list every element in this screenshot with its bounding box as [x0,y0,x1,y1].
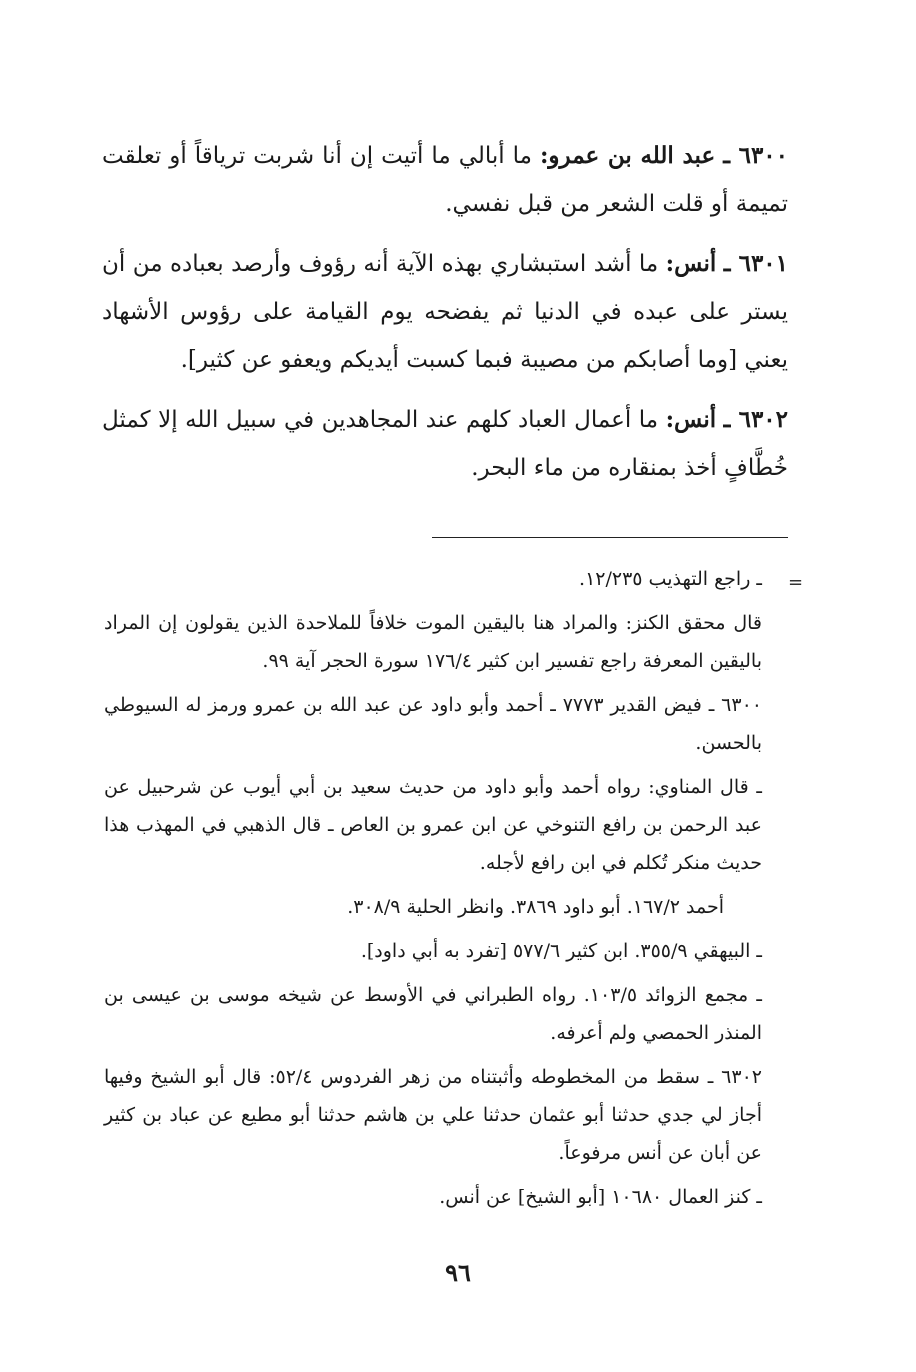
entry-narrator: عبد الله بن عمرو: [539,142,716,169]
entry-6300 [102,132,788,228]
footnote-line: ـ كنز العمال ١٠٦٨٠ [أبو الشيخ] عن أنس. [439,1186,762,1208]
entry-number: ٦٣٠٠ ـ [723,142,789,169]
entry-6302 [102,396,788,492]
footnote-line: ٦٣٠٠ ـ فيض القدير ٧٧٧٣ ـ أحمد وأبو داود عن عبد الله بن عمرو ورمز له السيوطي بالحسن. [104,694,762,754]
entry-number: ٦٣٠١ ـ [723,250,789,277]
footnote-divider [432,537,788,538]
footnote-continuation-marker: = [788,572,804,593]
entry-text: ما أعمال العباد كلهم عند المجاهدين في سبيل الله إلا كمثل خُطَّافٍ أخذ بمنقاره من ماء البحر. [102,407,788,481]
footnote-line: ٦٣٠٢ ـ سقط من المخطوطه وأثبتناه من زهر الفردوس ٥٢/٤: قال أبو الشيخ وفيها أجاز لي جدي حدثنا أبو عثمان حدثنا علي بن هاشم حدثنا أبو مطيع عن عباد بن كثير عن أبان عن أنس مرفوعاً. [104,1066,762,1164]
footnote-line: قال محقق الكنز: والمراد هنا باليقين الموت خلافاً للملاحدة الذين يقولون إن المراد باليقين المعرفة راجع تفسير ابن كثير ١٧٦/٤ سورة الحجر آية ٩٩. [104,612,762,672]
page-number: ٩٦ [445,1258,471,1287]
footnote-line: ـ البيهقي ٣٥٥/٩. ابن كثير ٥٧٧/٦ [تفرد به أبي داود]. [360,940,762,962]
entry-number: ٦٣٠٢ ـ [723,406,789,433]
entry-text: ما أبالي ما أتيت إن أنا شربت ترياقاً أو تعلقت تميمة أو قلت الشعر من قبل نفسي. [102,143,788,217]
entry-narrator: أنس: [665,250,717,277]
footnote-line: ـ قال المناوي: رواه أحمد وأبو داود من حديث سعيد بن أبي أيوب عن شرحبيل عن عبد الرحمن بن رافع التنوخي عن ابن عمرو بن العاص ـ قال الذهبي في المهذب هذا حديث منكر تُكلم في ابن رافع لأجله. [104,776,762,874]
main-text [102,132,788,504]
footnote-line: أحمد ١٦٧/٢. أبو داود ٣٨٦٩. وانظر الحلية ٣٠٨/٩. [347,896,724,918]
entry-6301 [102,240,788,384]
footnote-line: ـ مجمع الزوائد ١٠٣/٥. رواه الطبراني في الأوسط عن شيخه موسى بن عيسى بن المنذر الحمصي ولم أعرفه. [104,984,762,1044]
footnotes [104,560,788,1222]
entry-narrator: أنس: [665,406,717,433]
entry-text: ما أشد استبشاري بهذه الآية أنه رؤوف وأرصد بعباده من أن يستر على عبده في الدنيا ثم يفضحه يوم القيامة على رؤوس الأشهاد يعني [وما أصابكم من مصيبة فبما كسبت أيديكم ويعفو عن كثير]. [102,251,788,373]
footnote-line: ـ راجع التهذيب ١٢/٢٣٥. [579,568,762,590]
